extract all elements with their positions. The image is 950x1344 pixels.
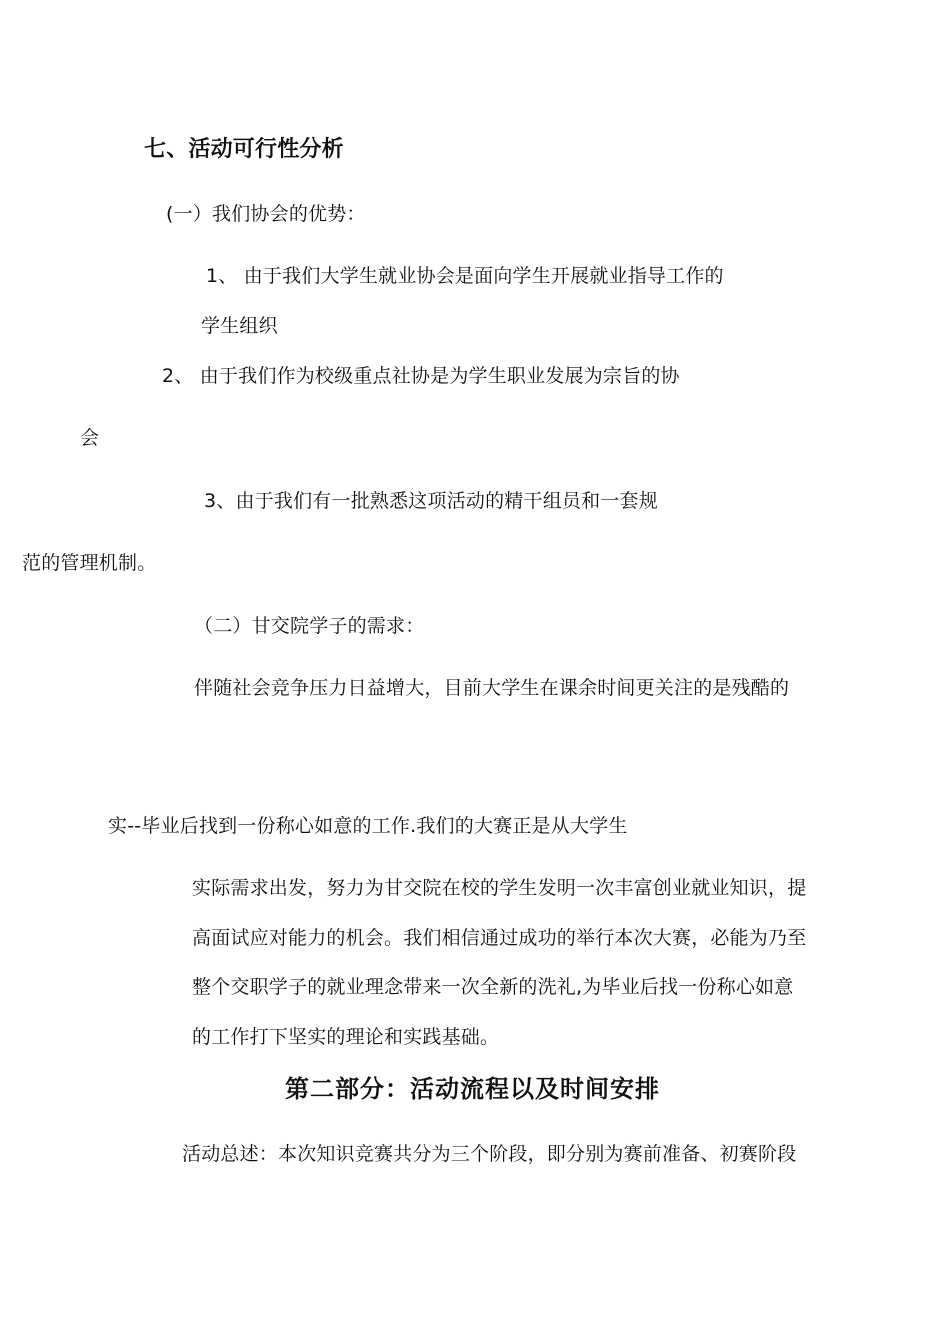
- part-2-title: 第二部分：活动流程以及时间安排: [285, 1075, 660, 1103]
- subsection-2-heading: （二）甘交院学子的需求：: [194, 615, 425, 637]
- item-3-line-2: 范的管理机制。: [22, 552, 157, 574]
- section-7-heading: 七、活动可行性分析: [144, 137, 344, 162]
- item-2-line-2: 会: [80, 427, 100, 449]
- item-3-line-1: 3、由于我们有一批熟悉这项活动的精干组员和一套规: [204, 490, 658, 512]
- paragraph-line-1: 伴随社会竞争压力日益增大，目前大学生在课余时间更关注的是残酷的: [194, 677, 790, 699]
- paragraph-line-4: 高面试应对能力的机会。我们相信通过成功的举行本次大赛，必能为乃至: [192, 927, 807, 949]
- paragraph-line-5: 整个交职学子的就业理念带来一次全新的洗礼,为毕业后找一份称心如意: [192, 976, 794, 998]
- paragraph-line-6: 的工作打下坚实的理论和实践基础。: [192, 1026, 500, 1048]
- item-1-line-1: 1、 由于我们大学生就业协会是面向学生开展就业指导工作的: [206, 265, 724, 287]
- paragraph-line-3: 实际需求出发，努力为甘交院在校的学生发明一次丰富创业就业知识，提: [192, 877, 807, 899]
- subsection-1-heading: (一）我们协会的优势：: [166, 203, 366, 225]
- item-1-line-2: 学生组织: [201, 315, 278, 337]
- paragraph-line-2: 实--毕业后找到一份称心如意的工作.我们的大赛正是从大学生: [108, 815, 628, 837]
- overview-line: 活动总述：本次知识竞赛共分为三个阶段，即分别为赛前准备、初赛阶段: [182, 1143, 797, 1165]
- item-2-line-1: 2、 由于我们作为校级重点社协是为学生职业发展为宗旨的协: [162, 365, 680, 387]
